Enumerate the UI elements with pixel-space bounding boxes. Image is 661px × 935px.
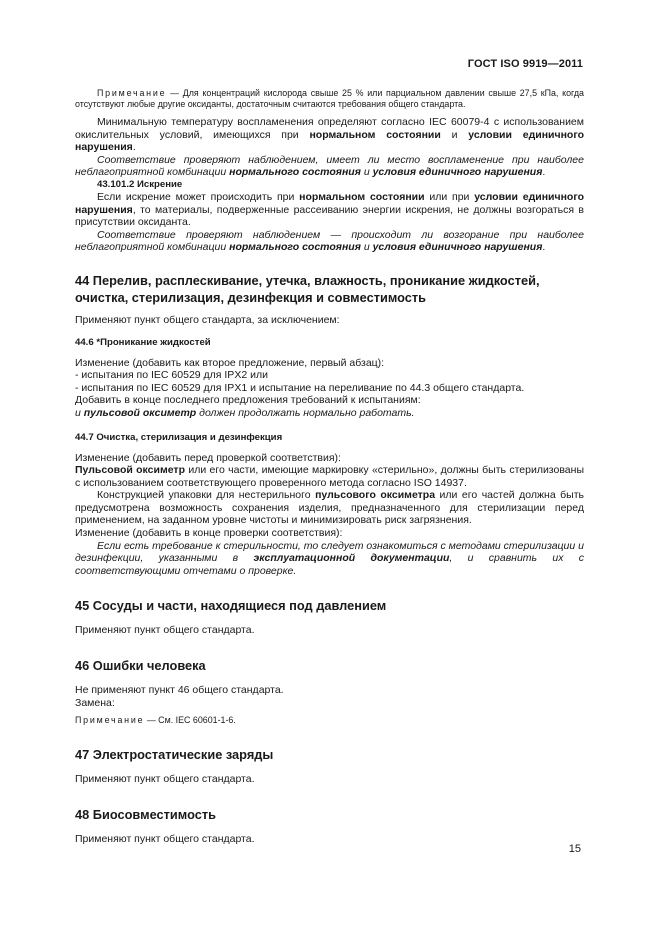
note-46: Примечание — См. IEC 60601-1-6. — [75, 715, 236, 726]
paragraph-45: Применяют пункт общего стандарта. — [75, 624, 255, 637]
paragraph-46-2: Замена: — [75, 696, 115, 709]
page-number: 15 — [568, 843, 581, 855]
line-44-6-4: Добавить в конце последнего предложения требований к испытаниям: — [75, 394, 421, 407]
clause-43-101-2: 43.101.2 Искрение — [97, 178, 183, 190]
paragraph-44-intro: Применяют пункт общего стандарта, за исключением: — [75, 313, 340, 326]
line-44-6-3: - испытания по IEC 60529 для IPX1 и испытание на переливание по 44.3 общего стандарта. — [75, 381, 525, 394]
paragraph-sparking: Если искрение может происходить при нормальном состоянии или при условии единичного нарушения, то материалы, подверженные рассеиванию энергии искрения, не должны возгораться в присутствии оксиданта. — [75, 190, 584, 229]
heading-section-48: 48 Биосовместимость — [75, 806, 216, 822]
page-content — [75, 88, 584, 845]
line-44-7-4: Изменение (добавить в конце проверки соответствия): — [75, 527, 343, 540]
paragraph-compliance-sparking: Соответствие проверяют наблюдением — происходит ли возгорание при наиболее неблагоприятной комбинации нормального состояния и условия единичного нарушения. — [75, 228, 584, 254]
line-44-7-3: Конструкцией упаковки для нестерильного пульсового оксиметра или его частей должна быть предусмотрена возможность сохранения изделия, предназначенного для стерилизации перед применением, на заданном уровне чистоты и минимизировать риск загрязнения. — [75, 489, 585, 527]
heading-section-47: 47 Электростатические заряды — [75, 747, 274, 763]
heading-section-45: 45 Сосуды и части, находящиеся под давлением — [75, 598, 387, 614]
paragraph-46-1: Не применяют пункт 46 общего стандарта. — [75, 684, 284, 697]
heading-section-44: 44 Перелив, расплескивание, утечка, влажность, проникание жидкостей, очистка, стерилизация, дезинфекция и совместимость — [75, 272, 540, 305]
document-id-header: ГОСТ ISO 9919—2011 — [467, 58, 583, 70]
line-44-6-2: - испытания по IEC 60529 для IPX2 или — [75, 369, 268, 382]
paragraph-ignition-temp: Минимальную температуру воспламенения определяют согласно IEC 60079-4 с использованием окислительных условий, имеющихся при нормальном состоянии и условии единичного нарушения. — [75, 116, 584, 154]
subclause-44-6: 44.6 *Проникание жидкостей — [75, 336, 211, 348]
subclause-44-7: 44.7 Очистка, стерилизация и дезинфекция — [75, 431, 283, 443]
line-44-7-2: Пульсовой оксиметр или его части, имеющие маркировку «стерильно», должны быть стерилизованы с использованием соответствующего проверенного метода согласно ISO 14937. — [75, 464, 584, 489]
paragraph-48: Применяют пункт общего стандарта. — [75, 832, 255, 845]
paragraph-47: Применяют пункт общего стандарта. — [75, 773, 255, 786]
heading-section-46: 46 Ошибки человека — [75, 658, 206, 674]
note-oxygen: Примечание — Для концентраций кислорода свыше 25 % или парциальном давлении свыше 27,5 кПа, когда отсутствуют любые другие оксиданты, достаточным считаются требования общего стандарта. — [75, 88, 584, 109]
paragraph-compliance-ignition: Соответствие проверяют наблюдением, имеет ли место воспламенение при наиболее неблагоприятной комбинации нормального состояния и условия единичного нарушения. — [75, 153, 584, 179]
line-44-7-5: Если есть требование к стерильности, то следует ознакомиться с методами стерилизации и дезинфекции, указанными в эксплуатационной документации, и сравнить их с соответствующими отчетами о проверке. — [75, 539, 584, 577]
line-44-6-5: и пульсовой оксиметр должен продолжать нормально работать. — [75, 406, 415, 419]
line-44-6-1: Изменение (добавить как второе предложение, первый абзац): — [75, 356, 385, 369]
line-44-7-1: Изменение (добавить перед проверкой соответствия): — [75, 451, 341, 464]
